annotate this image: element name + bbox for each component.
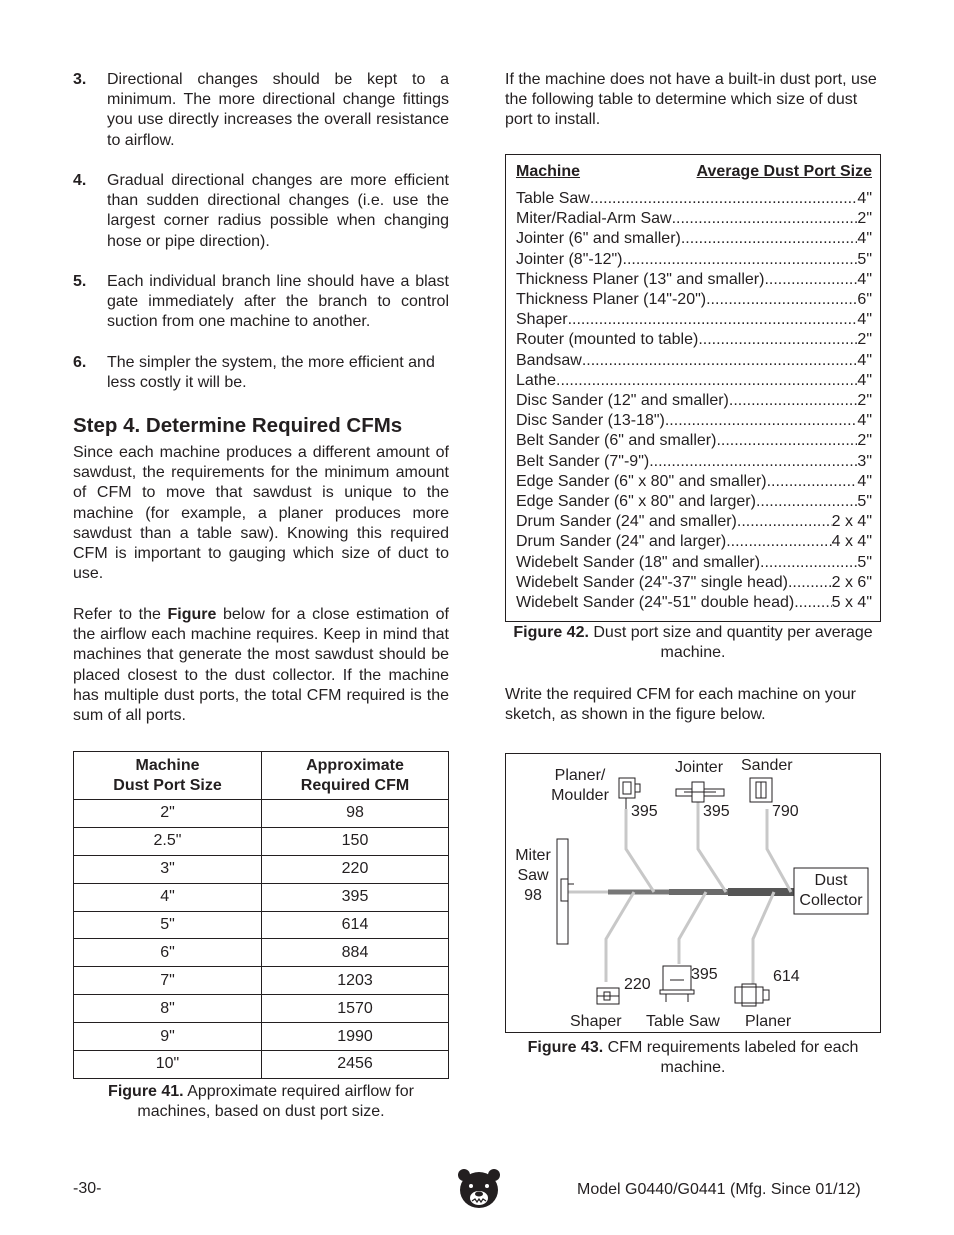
cfm-table: [73, 751, 449, 1079]
machine-name: Shaper: [516, 311, 568, 329]
table-cell: 614: [262, 911, 449, 939]
sander-icon: [750, 778, 772, 802]
machine-name: Belt Sander (7"-9"): [516, 452, 650, 470]
port-size: 2": [857, 392, 872, 409]
table-row: [516, 330, 872, 350]
leader-dots: [788, 573, 832, 593]
port-size: 4": [857, 371, 872, 389]
leader-dots: [760, 553, 857, 573]
leader-dots: [729, 391, 858, 411]
machine-name: Drum Sander (24" and smaller): [516, 513, 737, 531]
machine-name: Miter/Radial-Arm Saw: [516, 210, 672, 228]
dust-port-table: [505, 154, 881, 622]
table-row: [516, 310, 872, 330]
figure-label: Figure 42.: [513, 624, 589, 641]
duct-branch: [679, 892, 706, 964]
table-row: [74, 995, 449, 1023]
port-size: 4": [857, 190, 872, 207]
port-size: 4": [857, 472, 872, 490]
machine-name: Jointer (8"-12"): [516, 250, 623, 268]
port-size: 5": [857, 553, 872, 571]
machine-name: Lathe: [516, 371, 557, 389]
cfm-planer-moulder: 395: [631, 803, 658, 820]
label-line: Moulder: [551, 787, 609, 804]
label-planer-moulder: [546, 766, 614, 806]
port-size: 2 x 6": [831, 573, 872, 591]
paragraph-write-cfm: Write the required CFM for each machine on your sketch, as shown in the figure below.: [505, 686, 856, 724]
header-line: Machine: [135, 756, 200, 774]
planer-icon: [735, 984, 769, 1006]
label-planer: Planer: [745, 1013, 792, 1030]
table-row: [516, 512, 872, 532]
table-row: [74, 800, 449, 828]
column-header-port-size: [74, 752, 262, 800]
table-cell: 7": [74, 967, 262, 995]
machine-name: Table Saw: [516, 190, 590, 207]
label-line: Saw: [517, 867, 549, 884]
table-row: [74, 1051, 449, 1079]
table-cell: 5": [74, 911, 262, 939]
table-cell: 9": [74, 1023, 262, 1051]
table-cell: 1570: [262, 995, 449, 1023]
list-item: [73, 70, 449, 151]
table-row: [516, 209, 872, 229]
page-number: -30-: [73, 1180, 102, 1197]
table-cell: 8": [74, 995, 262, 1023]
list-number: 3.: [73, 71, 87, 88]
list-item: [73, 272, 449, 333]
duct-branch: [606, 892, 634, 982]
port-size: 2": [857, 432, 872, 450]
leader-dots: [756, 492, 857, 512]
table-cell: 4": [74, 883, 262, 911]
machine-name: Widebelt Sander (24"-51" double head): [516, 594, 795, 611]
port-size: 4": [857, 270, 872, 288]
table-row: [516, 573, 872, 593]
model-info: Model G0440/G0441 (Mfg. Since 01/12): [577, 1181, 861, 1198]
machine-name: Disc Sander (13-18"): [516, 412, 665, 430]
port-size: 5 x 4": [831, 594, 872, 611]
table-row: [516, 472, 872, 492]
machine-name: Widebelt Sander (24"-37" single head): [516, 573, 788, 591]
paragraph-refer-figure: [73, 605, 449, 726]
leader-dots: [767, 472, 858, 492]
list-text: Gradual directional changes are more efficient than sudden directional changes (i.e. use the largest corner radius possible when changing hose or pipe direction).: [107, 172, 449, 250]
para-text: below for a close estimation of the airflow each machine requires. Keep in mind that machines that generate the most sawdust should be placed closest to the dust collector. If the machine has multiple dust ports, the total CFM required is the sum of all ports.: [73, 606, 449, 725]
port-size: 4 x 4": [831, 533, 872, 551]
table-cell: 98: [262, 800, 449, 828]
table-row: [74, 855, 449, 883]
table-cell: 2": [74, 800, 262, 828]
table-row: [516, 270, 872, 290]
table-cell: 395: [262, 883, 449, 911]
leader-dots: [737, 512, 832, 532]
cfm-sander: 790: [772, 803, 799, 820]
machine-name: Thickness Planer (14"-20"): [516, 291, 707, 308]
port-size: 2": [857, 331, 872, 349]
table-cell: 6": [74, 939, 262, 967]
machine-name: Bandsaw: [516, 351, 582, 369]
list-text: Directional changes should be kept to a minimum. The more directional change fittings you use directly increases the overall resistance to airflow.: [107, 71, 449, 149]
table-row: [74, 827, 449, 855]
leader-dots: [726, 532, 831, 552]
list-number: 6.: [73, 354, 87, 371]
table-row: [74, 911, 449, 939]
leader-dots: [649, 452, 857, 472]
list-item: [73, 171, 449, 252]
port-size: 5": [857, 493, 872, 510]
leader-dots: [623, 250, 858, 270]
figure-reference: Figure: [167, 606, 217, 623]
table-row: [74, 1023, 449, 1051]
list-text: Each individual branch line should have a blast gate immediately after the branch to control suction from one machine to another.: [107, 273, 449, 331]
leader-dots: [706, 290, 857, 310]
figure-42-caption: [505, 623, 881, 663]
table-cell: 1990: [262, 1023, 449, 1051]
label-jointer: Jointer: [675, 759, 724, 776]
label-dust-collector: [794, 871, 868, 911]
machine-name: Router (mounted to table): [516, 331, 699, 349]
table-row: [516, 411, 872, 431]
table-row: [516, 189, 872, 209]
table-cell: 220: [262, 855, 449, 883]
table-row: [516, 452, 872, 472]
label-line: Planer/: [554, 767, 606, 784]
machine-name: Thickness Planer (13" and smaller): [516, 270, 765, 288]
port-size: 5": [857, 250, 872, 268]
machine-name: Edge Sander (6" x 80" and smaller): [516, 472, 767, 490]
port-size: 4": [857, 230, 872, 248]
table-cell: 150: [262, 827, 449, 855]
figure-label: Figure 41.: [108, 1083, 184, 1100]
table-row: [516, 391, 872, 411]
port-size: 4": [857, 311, 872, 329]
list-number: 5.: [73, 273, 87, 290]
section-heading: Step 4. Determine Required CFMs: [73, 414, 403, 437]
para-text: Refer to the: [73, 606, 168, 623]
list-text: The simpler the system, the more efficient and less costly it will be.: [107, 354, 435, 392]
header-line: Required CFM: [300, 776, 410, 794]
label-sander: Sander: [741, 757, 793, 774]
column-header-machine: Machine: [516, 163, 581, 180]
table-row: [516, 553, 872, 573]
cfm-layout-diagram: [505, 753, 881, 1033]
leader-dots: [590, 189, 858, 209]
caption-text: Dust port size and quantity per average machine.: [588, 624, 873, 661]
label-miter-saw: [510, 846, 556, 906]
column-header-port-size: Average Dust Port Size: [696, 163, 872, 180]
table-cell: 1203: [262, 967, 449, 995]
list-number: 4.: [73, 172, 87, 189]
table-row: [516, 532, 872, 552]
cfm-jointer: 395: [703, 803, 730, 820]
machine-name: Disc Sander (12" and smaller): [516, 392, 729, 409]
leader-dots: [698, 330, 857, 350]
port-size: 2": [857, 210, 872, 228]
header-line: Dust Port Size: [113, 776, 222, 794]
list-item: [73, 353, 449, 393]
cfm-planer: 614: [773, 968, 800, 985]
port-size: 3": [857, 452, 872, 470]
figure-43-caption: [505, 1038, 881, 1078]
label-line: Dust: [814, 872, 848, 889]
leader-dots: [665, 411, 858, 431]
figure-41-caption: [73, 1082, 449, 1122]
table-row: [516, 431, 872, 451]
port-size: 4": [857, 412, 872, 430]
label-table-saw: Table Saw: [646, 1013, 720, 1030]
table-cell: 2.5": [74, 827, 262, 855]
machine-name: Edge Sander (6" x 80" and larger): [516, 493, 756, 510]
leader-dots: [716, 431, 857, 451]
grizzly-bear-logo-icon: [456, 1168, 502, 1210]
machine-name: Jointer (6" and smaller): [516, 230, 681, 248]
cfm-miter-saw: 98: [524, 887, 542, 904]
port-size: 2 x 4": [831, 513, 872, 531]
leader-dots: [556, 371, 857, 391]
port-table-header: [516, 163, 872, 181]
table-row: [516, 229, 872, 249]
table-row: [74, 939, 449, 967]
leader-dots: [582, 351, 858, 371]
table-row: [516, 371, 872, 391]
label-line: Miter: [515, 847, 551, 864]
table-row: [516, 492, 872, 512]
cfm-shaper: 220: [624, 976, 651, 993]
table-row: [516, 250, 872, 270]
cfm-table-saw: 395: [691, 966, 718, 983]
port-size: 6": [857, 291, 872, 308]
machine-name: Widebelt Sander (18" and smaller): [516, 553, 761, 571]
paragraph-port-intro: If the machine does not have a built-in dust port, use the following table to determine which size of dust port to install.: [505, 71, 877, 129]
leader-dots: [794, 593, 831, 613]
caption-text: Approximate required airflow for machines, based on dust port size.: [137, 1083, 414, 1120]
leader-dots: [568, 310, 858, 330]
table-row: [516, 593, 872, 613]
table-row: [516, 351, 872, 371]
table-cell: 884: [262, 939, 449, 967]
leader-dots: [681, 229, 858, 249]
table-row: [516, 290, 872, 310]
duct-branch: [753, 892, 774, 984]
jointer-icon: [676, 782, 724, 802]
header-line: Approximate: [306, 756, 404, 774]
label-line: Collector: [799, 892, 863, 909]
table-header-row: [74, 752, 449, 800]
label-shaper: Shaper: [570, 1013, 622, 1030]
leader-dots: [672, 209, 858, 229]
shaper-icon: [597, 988, 619, 1004]
caption-text: CFM requirements labeled for each machine.: [603, 1039, 859, 1076]
leader-dots: [764, 270, 857, 290]
port-size: 4": [857, 351, 872, 369]
machine-name: Drum Sander (24" and larger): [516, 533, 727, 551]
figure-label: Figure 43.: [527, 1039, 604, 1056]
table-cell: 10": [74, 1051, 262, 1079]
table-cell: 2456: [262, 1051, 449, 1079]
table-row: [74, 883, 449, 911]
paragraph-cfm-intro: Since each machine produces a different amount of sawdust, the requirements for the minimum amount of CFM to move that sawdust is unique to the machine (for example, a planer produces more sawdust than a table saw). Knowing this required CFM is important to gauging which size of duct to use.: [73, 444, 449, 583]
table-row: [74, 967, 449, 995]
table-cell: 3": [74, 855, 262, 883]
column-header-cfm: [262, 752, 449, 800]
table-saw-icon: [660, 966, 694, 1002]
machine-name: Belt Sander (6" and smaller): [516, 432, 717, 450]
